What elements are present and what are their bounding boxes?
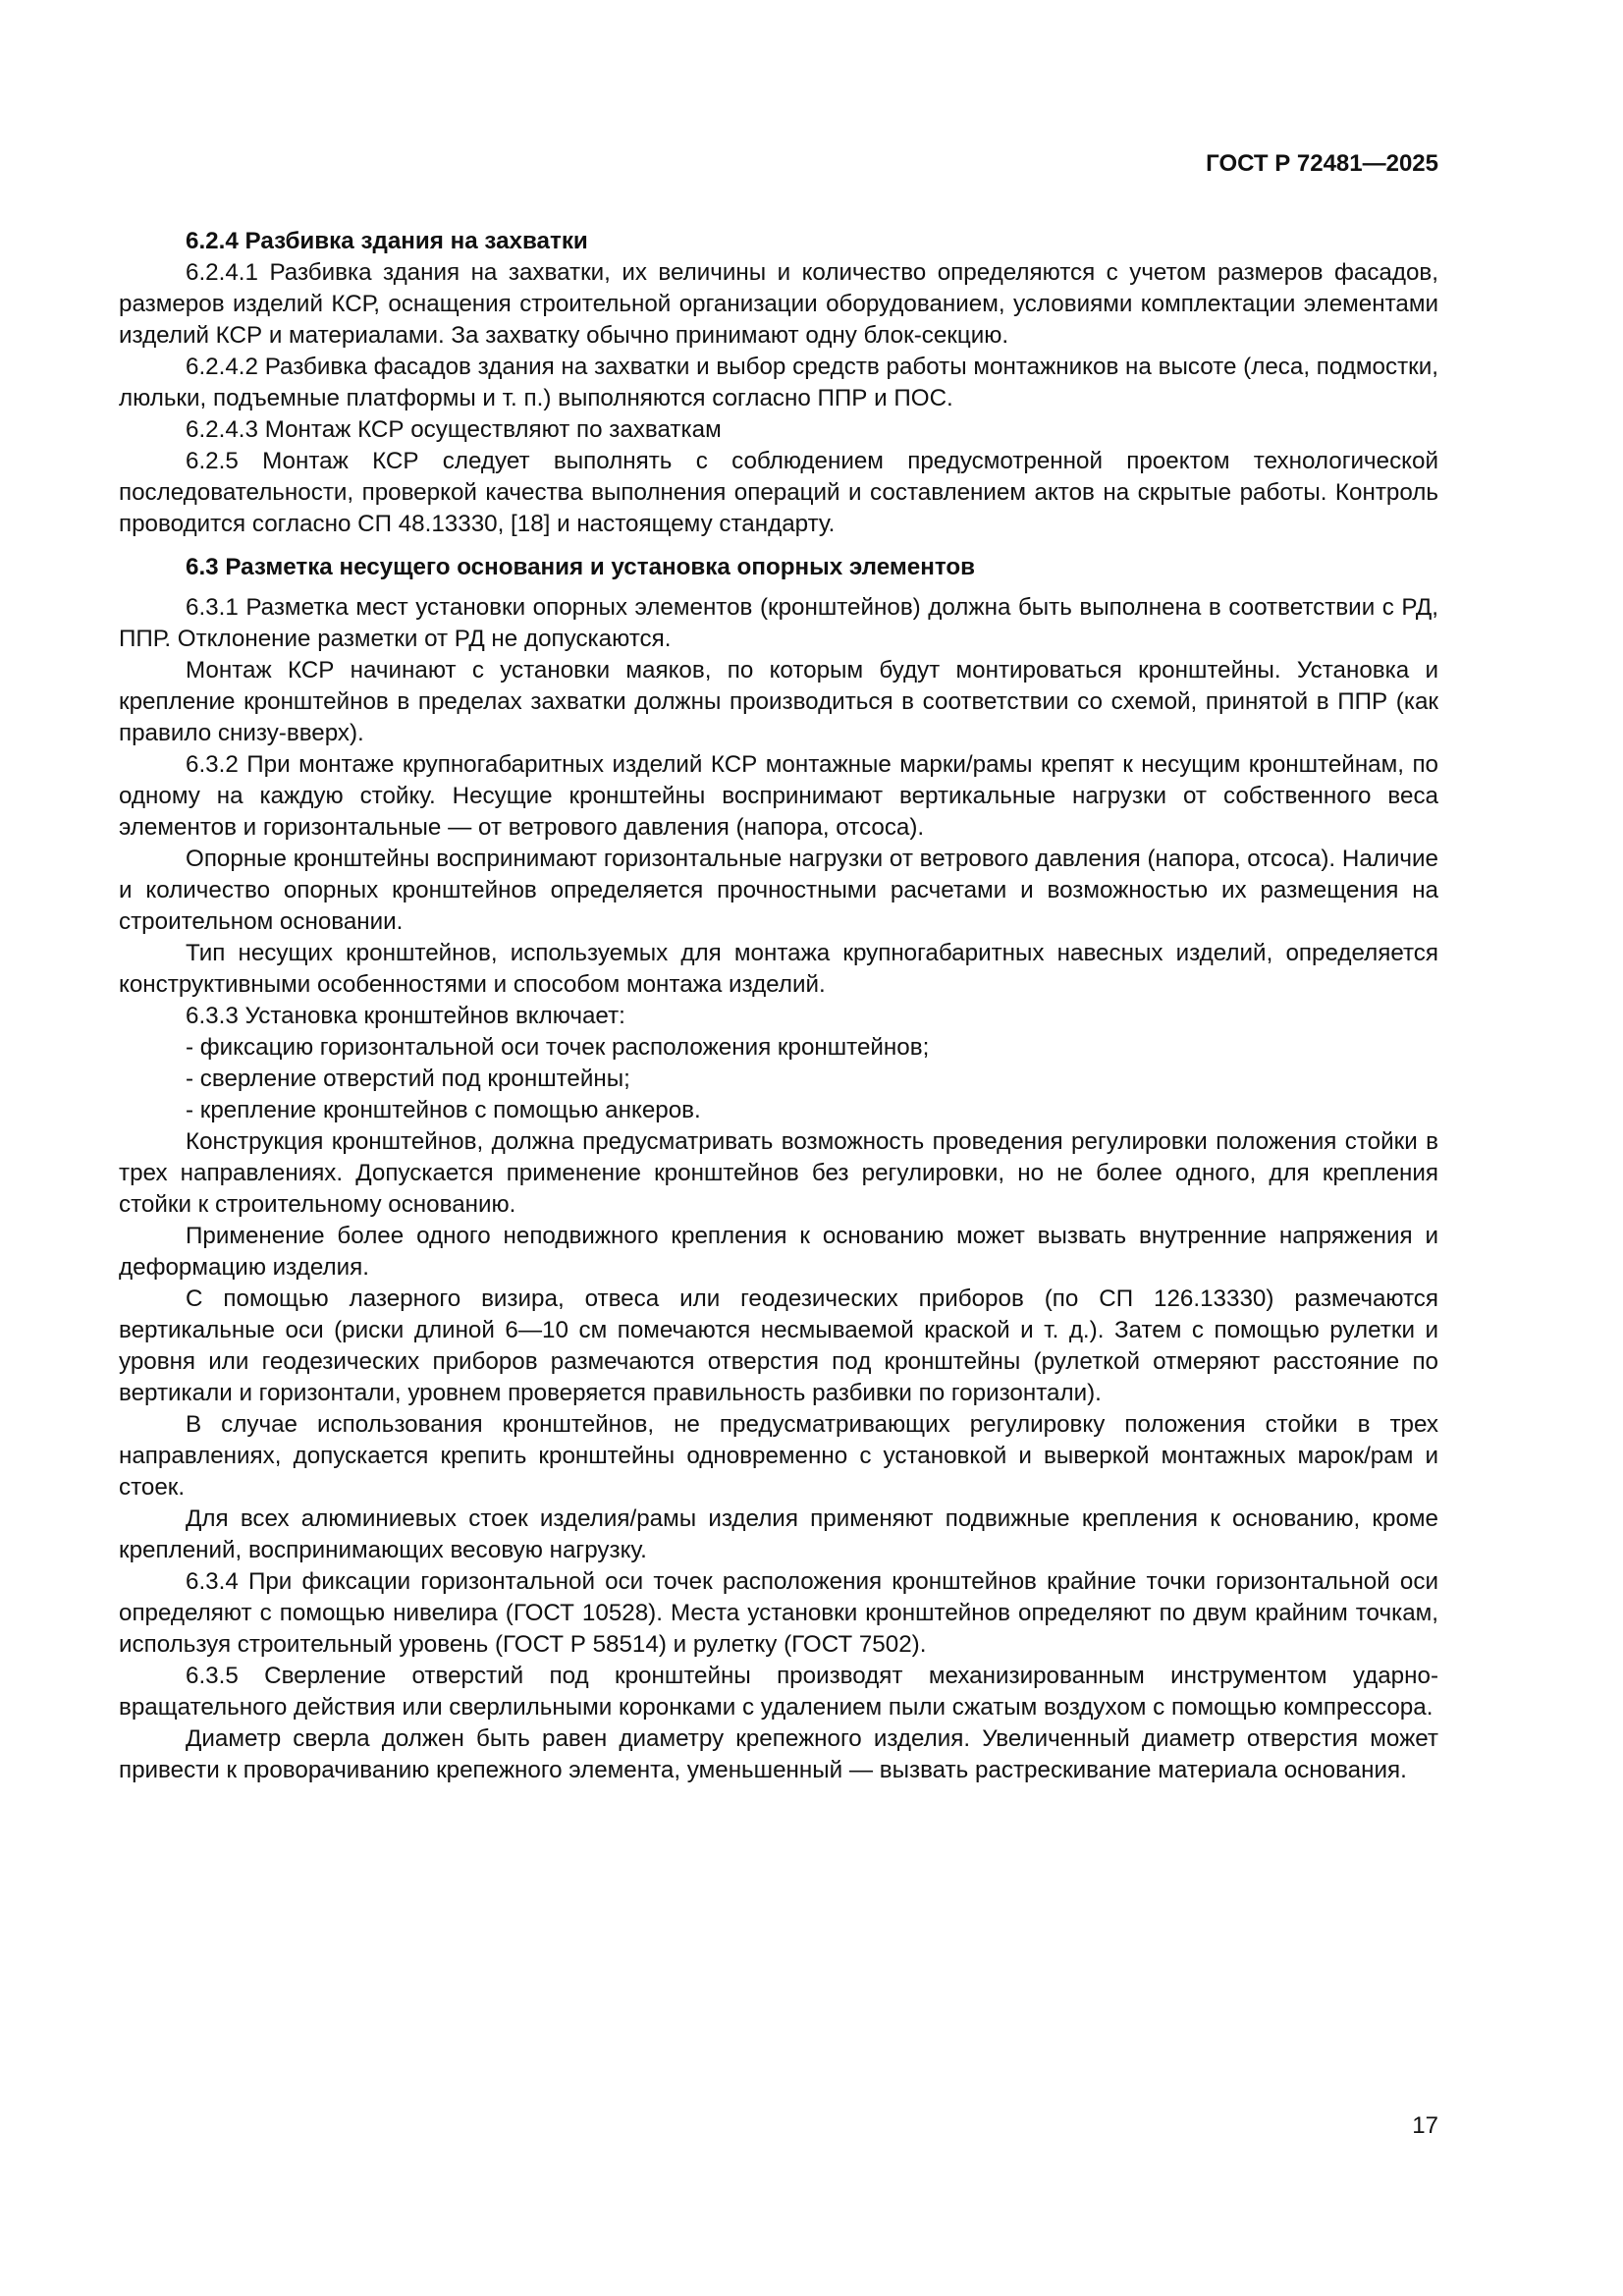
list-item: - фиксацию горизонтальной оси точек расположения кронштейнов; [186,1034,930,1061]
paragraph: Монтаж КСР начинают с установки маяков, по которым будут монтироваться кронштейны. Установка и крепление кронштейнов в пределах захватки должны производиться в соответствии со схемой, принятой в ППР (как правило снизу-вверх). [119,657,1438,746]
paragraph: 6.3.1 Разметка мест установки опорных элементов (кронштейнов) должна быть выполнена в соответствии с РД, ППР. Отклонение разметки от РД не допускаются. [119,594,1438,652]
paragraph: В случае использования кронштейнов, не предусматривающих регулировку положения стойки в трех направлениях, допускается крепить кронштейны одновременно с установкой и выверкой монтажных марок/рам и стоек. [119,1411,1438,1501]
paragraph: Диаметр сверла должен быть равен диаметру крепежного изделия. Увеличенный диаметр отверстия может привести к проворачиванию крепежного элемента, уменьшенный — вызвать растрескивание материала основания. [119,1725,1438,1783]
section-heading-6-3: 6.3 Разметка несущего основания и установка опорных элементов [186,554,975,580]
paragraph: 6.3.2 При монтаже крупногабаритных изделий КСР монтажные марки/рамы крепят к несущим кронштейнам, по одному на каждую стойку. Несущие кронштейны воспринимают вертикальные нагрузки от собственного веса элементов и горизонтальные — от ветрового давления (напора, отсоса). [119,751,1438,841]
paragraph: Тип несущих кронштейнов, используемых для монтажа крупногабаритных навесных изделий, определяется конструктивными особенностями и способом монтажа изделий. [119,940,1438,998]
paragraph: 6.2.5 Монтаж КСР следует выполнять с соблюдением предусмотренной проектом технологической последовательности, проверкой качества выполнения операций и составлением актов на скрытые работы. Контроль проводится согласно СП 48.13330, [18] и настоящему стандарту. [119,448,1438,537]
page-number: 17 [1412,2112,1438,2139]
paragraph: Опорные кронштейны воспринимают горизонтальные нагрузки от ветрового давления (напора, отсоса). Наличие и количество опорных кронштейнов определяется прочностными расчетами и возможностью их размещения на строительном основании. [119,846,1438,935]
paragraph: Конструкция кронштейнов, должна предусматривать возможность проведения регулировки положения стойки в трех направлениях. Допускается применение кронштейнов без регулировки, но не более одного, для крепления стойки к строительному основанию. [119,1128,1438,1218]
installation-steps-list [119,1032,1438,1126]
paragraph: 6.2.4.1 Разбивка здания на захватки, их величины и количество определяются с учетом размеров фасадов, размеров изделий КСР, оснащения строительной организации оборудованием, условиями комплектации элементами изделий КСР и материалами. За захватку обычно принимают одну блок-секцию. [119,259,1438,349]
section-heading-6-2-4: 6.2.4 Разбивка здания на захватки [186,228,588,254]
paragraph: 6.2.4.2 Разбивка фасадов здания на захватки и выбор средств работы монтажников на высоте (леса, подмостки, люльки, подъемные платформы и т. п.) выполняются согласно ППР и ПОС. [119,354,1438,411]
paragraph: 6.3.4 При фиксации горизонтальной оси точек расположения кронштейнов крайние точки горизонтальной оси определяют с помощью нивелира (ГОСТ 10528). Места установки кронштейнов определяют по двум крайним точкам, используя строительный уровень (ГОСТ Р 58514) и рулетку (ГОСТ 7502). [119,1568,1438,1658]
paragraph: 6.3.3 Установка кронштейнов включает: [186,1003,625,1029]
paragraph: Применение более одного неподвижного крепления к основанию может вызвать внутренние напряжения и деформацию изделия. [119,1223,1438,1281]
paragraph: 6.2.4.3 Монтаж КСР осуществляют по захваткам [186,416,722,443]
paragraph: С помощью лазерного визира, отвеса или геодезических приборов (по СП 126.13330) размечаются вертикальные оси (риски длиной 6—10 см помечаются несмываемой краской и т. д.). Затем с помощью рулетки и уровня или геодезических приборов размечаются отверстия под кронштейны (рулеткой отмеряют расстояние по вертикали и горизонтали, уровнем проверяется правильность разбивки по горизонтали). [119,1285,1438,1406]
list-item: - крепление кронштейнов с помощью анкеров. [186,1097,701,1123]
list-item: - сверление отверстий под кронштейны; [186,1066,630,1092]
document-code: ГОСТ Р 72481—2025 [1206,150,1438,177]
document-body [119,226,1438,1786]
paragraph: 6.3.5 Сверление отверстий под кронштейны производят механизированным инструментом ударно-вращательного действия или сверлильными коронками с удалением пыли сжатым воздухом с помощью компрессора. [119,1663,1438,1721]
paragraph: Для всех алюминиевых стоек изделия/рамы изделия применяют подвижные крепления к основанию, кроме креплений, воспринимающих весовую нагрузку. [119,1505,1438,1563]
